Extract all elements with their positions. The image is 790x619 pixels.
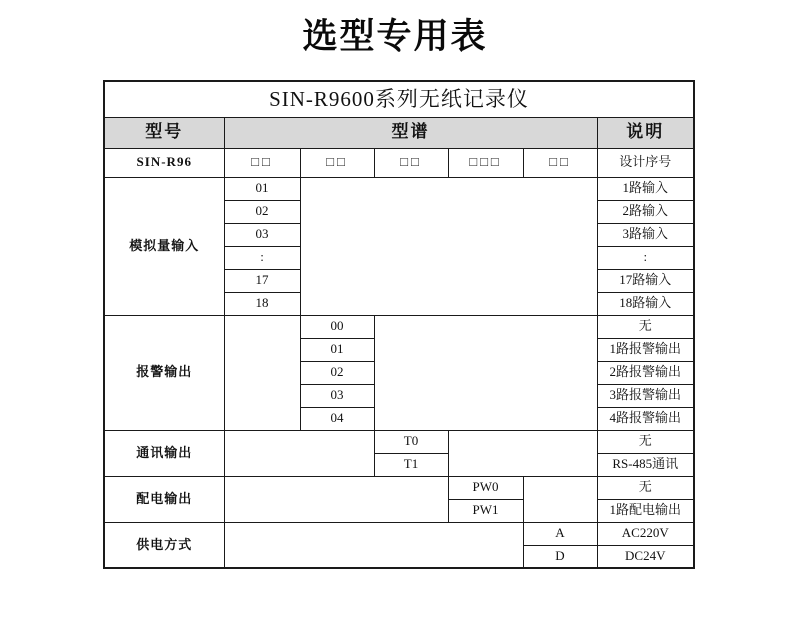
page-title: 选型专用表 [302,17,488,56]
option-description: 18路输入 [597,292,694,315]
spectrum-box-2: □□ [300,148,374,177]
option-code: T1 [374,453,448,476]
option-code: 01 [224,177,300,200]
option-description: 无 [597,315,694,338]
empty-cell [374,315,597,430]
option-description: 1路配电输出 [597,499,694,522]
column-header-model: 型号 [104,117,224,148]
design-serial-description: 设计序号 [597,148,694,177]
model-prefix: SIN-R96 [104,148,224,177]
option-code: 18 [224,292,300,315]
empty-cell [224,522,523,568]
option-description: 1路输入 [597,177,694,200]
empty-cell [224,430,374,476]
section-label-power-dist-output: 配电输出 [104,476,224,522]
option-description: : [597,246,694,269]
option-description: 无 [597,430,694,453]
spectrum-box-3: □□ [374,148,448,177]
empty-cell [523,476,597,522]
column-header-spectrum: 型谱 [224,117,597,148]
option-description: 4路报警输出 [597,407,694,430]
option-description: 2路输入 [597,200,694,223]
spectrum-box-5: □□ [523,148,597,177]
table-row [104,476,694,499]
option-code: 17 [224,269,300,292]
column-header-description: 说明 [597,117,694,148]
section-label-power-supply: 供电方式 [104,522,224,568]
option-description: 3路输入 [597,223,694,246]
option-description: AC220V [597,522,694,545]
model-selection-table [103,80,695,569]
option-description: 1路报警输出 [597,338,694,361]
table-row [104,522,694,545]
section-label-alarm-output: 报警输出 [104,315,224,430]
table-row [104,430,694,453]
option-description: 3路报警输出 [597,384,694,407]
spectrum-box-1: □□ [224,148,300,177]
option-code: T0 [374,430,448,453]
option-code: D [523,545,597,568]
option-code: 02 [300,361,374,384]
option-code: : [224,246,300,269]
table-title-row [104,81,694,117]
option-code: A [523,522,597,545]
table-row [104,177,694,200]
empty-cell [224,476,448,522]
option-description: 2路报警输出 [597,361,694,384]
option-code: 00 [300,315,374,338]
empty-cell [300,177,597,315]
table-row [104,315,694,338]
option-code: 02 [224,200,300,223]
option-code: 03 [224,223,300,246]
table-title: SIN-R9600系列无纸记录仪 [104,81,694,117]
section-label-comm-output: 通讯输出 [104,430,224,476]
option-description: 无 [597,476,694,499]
option-code: PW1 [448,499,523,522]
option-code: 04 [300,407,374,430]
empty-cell [448,430,597,476]
empty-cell [224,315,300,430]
option-description: 17路输入 [597,269,694,292]
option-code: PW0 [448,476,523,499]
option-description: DC24V [597,545,694,568]
model-row [104,148,694,177]
section-label-analog-input: 模拟量输入 [104,177,224,315]
spectrum-box-4: □□□ [448,148,523,177]
table-header-row [104,117,694,148]
option-description: RS-485通讯 [597,453,694,476]
option-code: 03 [300,384,374,407]
option-code: 01 [300,338,374,361]
